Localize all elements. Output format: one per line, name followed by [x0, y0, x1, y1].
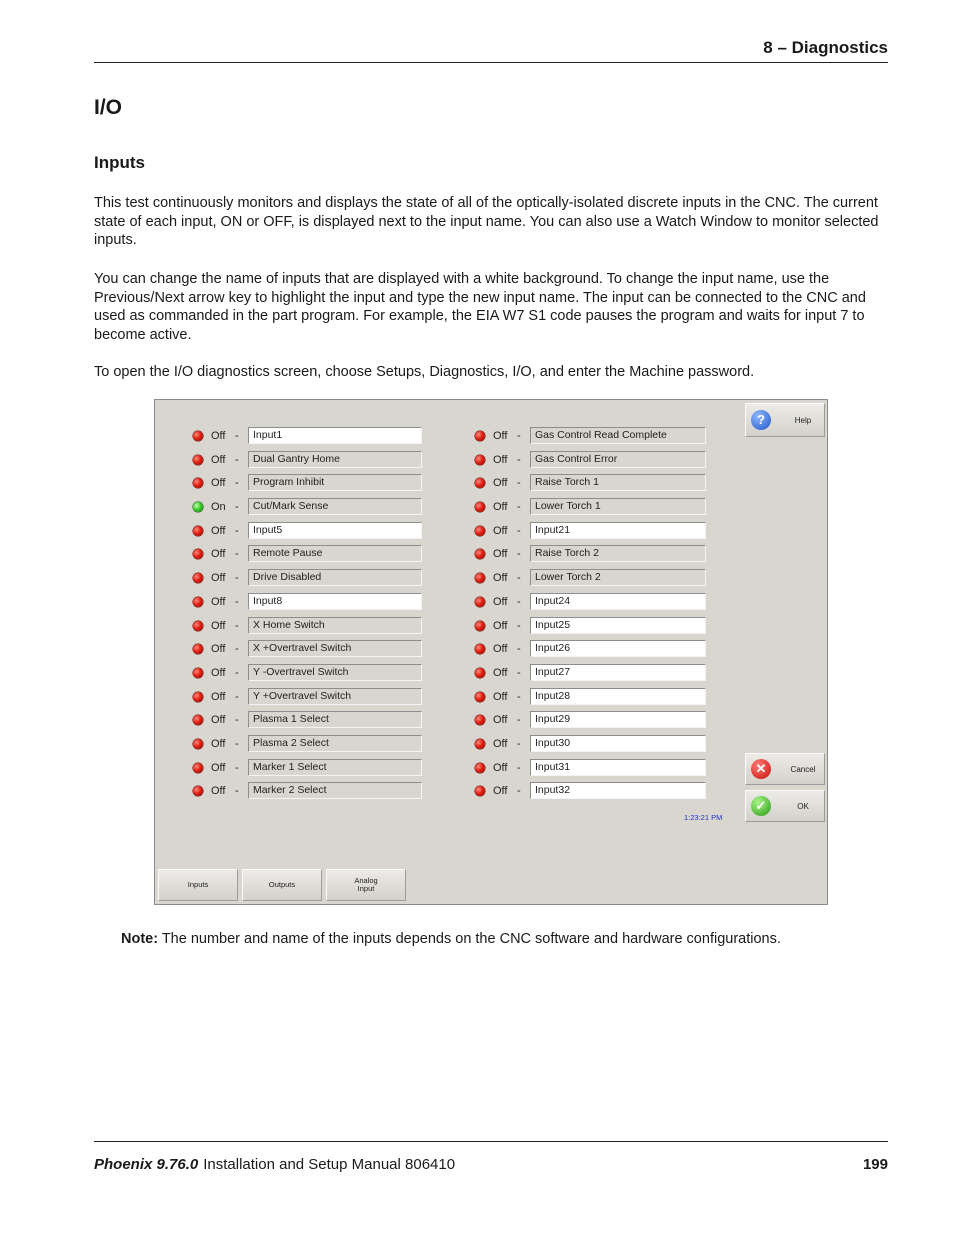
status-led-icon — [475, 431, 485, 441]
separator: - — [235, 643, 239, 656]
input-state: Off — [493, 619, 508, 632]
input-state: Off — [211, 737, 226, 750]
status-led-icon — [475, 739, 485, 749]
paragraph-1: This test continuously monitors and displays the state of all of the optically-isolated discrete inputs in the CNC. The current state of each input, ON or OFF, is displayed next to the input name. You can also use a Watch Window to monitor selected inputs. — [94, 195, 879, 249]
input-state: Off — [211, 643, 226, 656]
status-led-icon — [193, 431, 203, 441]
separator: - — [235, 761, 239, 774]
status-led-icon — [193, 786, 203, 796]
input-state: Off — [493, 430, 508, 442]
paragraph-2: You can change the name of inputs that are displayed with a white background. To change the input name, use the Previous/Next arrow key to highlight the input and type the new input name. The input can be connected to the CNC and used as commanded in the part program. For example, the EIA W7 S1 code pauses the program and waits for input 7 to become active. — [94, 271, 866, 343]
input-state: Off — [211, 548, 226, 561]
input-name-field[interactable]: Input21 — [530, 522, 706, 539]
input-name-field[interactable]: Dual Gantry Home — [248, 451, 422, 468]
note — [121, 931, 781, 947]
separator: - — [235, 477, 239, 490]
tab-inputs[interactable]: Inputs — [158, 869, 238, 901]
input-state: Off — [493, 501, 508, 514]
clock-readout: 1:23:21 PM — [684, 813, 723, 822]
tab-outputs[interactable]: Outputs — [242, 869, 322, 901]
status-led-icon — [193, 715, 203, 725]
status-led-icon — [475, 715, 485, 725]
input-name-field[interactable]: Remote Pause — [248, 545, 422, 562]
separator: - — [517, 643, 521, 656]
input-name-field[interactable]: Input32 — [530, 782, 706, 799]
status-led-icon — [475, 668, 485, 678]
subsection-title: Inputs — [94, 153, 145, 172]
separator: - — [517, 524, 521, 537]
input-name-field[interactable]: Lower Torch 1 — [530, 498, 706, 515]
status-led-icon — [475, 455, 485, 465]
input-state: Off — [493, 548, 508, 561]
cancel-button-label: Cancel — [790, 764, 816, 774]
note-label: Note: — [121, 931, 159, 947]
separator: - — [235, 785, 239, 798]
input-name-field[interactable]: Y -Overtravel Switch — [248, 664, 422, 681]
status-led-icon — [193, 549, 203, 559]
status-led-icon — [475, 478, 485, 488]
status-led-icon — [193, 644, 203, 654]
input-name-field[interactable]: Input26 — [530, 640, 706, 657]
input-name-field[interactable]: Input8 — [248, 593, 422, 610]
section-title: I/O — [94, 96, 123, 119]
input-name-field[interactable]: Cut/Mark Sense — [248, 498, 422, 515]
input-state: Off — [493, 714, 508, 727]
question-icon: ? — [751, 410, 771, 430]
checkmark-icon: ✓ — [751, 796, 771, 816]
input-state: Off — [211, 524, 226, 537]
separator: - — [517, 666, 521, 679]
status-led-icon — [193, 668, 203, 678]
separator: - — [235, 548, 239, 561]
separator: - — [517, 595, 521, 608]
input-state: Off — [493, 477, 508, 490]
input-name-field[interactable]: Input1 — [248, 427, 422, 444]
input-state: Off — [211, 453, 226, 466]
input-name-field[interactable]: X Home Switch — [248, 617, 422, 634]
separator: - — [517, 690, 521, 703]
help-button[interactable] — [745, 403, 825, 437]
separator: - — [517, 453, 521, 466]
input-state: Off — [211, 430, 226, 442]
separator: - — [517, 548, 521, 561]
input-name-field[interactable]: Plasma 1 Select — [248, 711, 422, 728]
footer-product: Phoenix 9.76.0 — [94, 1156, 199, 1173]
page-number: 199 — [862, 1156, 888, 1173]
chapter-header: 8 – Diagnostics — [763, 38, 888, 57]
input-state: Off — [493, 785, 508, 798]
separator: - — [517, 785, 521, 798]
status-led-icon — [193, 621, 203, 631]
status-led-icon — [193, 739, 203, 749]
input-name-field[interactable]: Marker 1 Select — [248, 759, 422, 776]
status-led-icon — [193, 455, 203, 465]
note-text: The number and name of the inputs depends on the CNC software and hardware configurations. — [158, 931, 781, 947]
input-state: Off — [493, 643, 508, 656]
status-led-icon — [475, 549, 485, 559]
io-diagnostics-screen — [154, 399, 828, 905]
input-name-field[interactable]: Gas Control Error — [530, 451, 706, 468]
input-name-field[interactable]: Raise Torch 1 — [530, 474, 706, 491]
input-state: Off — [493, 524, 508, 537]
footer-rule — [94, 1141, 888, 1142]
cancel-button[interactable] — [745, 753, 825, 785]
separator: - — [517, 619, 521, 632]
separator: - — [517, 761, 521, 774]
ok-button-label: OK — [797, 801, 809, 811]
status-led-icon — [193, 526, 203, 536]
tab-analog-input[interactable] — [326, 869, 406, 901]
input-state: Off — [211, 477, 226, 490]
separator: - — [235, 501, 239, 514]
input-state: Off — [211, 690, 226, 703]
tab-analog-label: Analog Input — [354, 876, 378, 893]
input-state: Off — [211, 619, 226, 632]
input-name-field[interactable]: Gas Control Read Complete — [530, 427, 706, 444]
status-led-icon — [475, 644, 485, 654]
status-led-icon — [475, 786, 485, 796]
input-name-field[interactable]: Input28 — [530, 688, 706, 705]
separator: - — [235, 453, 239, 466]
status-led-icon — [475, 692, 485, 702]
input-name-field[interactable]: Lower Torch 2 — [530, 569, 706, 586]
separator: - — [235, 430, 239, 442]
status-led-icon — [193, 573, 203, 583]
status-led-icon — [193, 692, 203, 702]
help-button-label: Help — [794, 415, 812, 425]
status-led-icon — [475, 621, 485, 631]
input-name-field[interactable]: Input30 — [530, 735, 706, 752]
status-led-icon — [475, 597, 485, 607]
separator: - — [517, 572, 521, 585]
separator: - — [517, 501, 521, 514]
status-led-icon — [193, 478, 203, 488]
ok-button[interactable] — [745, 790, 825, 822]
input-name-field[interactable]: Program Inhibit — [248, 474, 422, 491]
paragraph-3: To open the I/O diagnostics screen, choose Setups, Diagnostics, I/O, and enter the Machine password. — [94, 364, 755, 380]
input-state: Off — [493, 737, 508, 750]
input-name-field[interactable]: Input29 — [530, 711, 706, 728]
status-led-icon — [475, 526, 485, 536]
status-led-icon — [193, 597, 203, 607]
input-name-field[interactable]: Raise Torch 2 — [530, 545, 706, 562]
input-state: Off — [493, 572, 508, 585]
status-led-icon — [475, 502, 485, 512]
input-name-field[interactable]: Marker 2 Select — [248, 782, 422, 799]
header-rule — [94, 62, 888, 63]
separator: - — [235, 714, 239, 727]
input-name-field[interactable]: Input24 — [530, 593, 706, 610]
input-name-field[interactable]: Y +Overtravel Switch — [248, 688, 422, 705]
input-name-field[interactable]: X +Overtravel Switch — [248, 640, 422, 657]
status-led-icon — [475, 763, 485, 773]
separator: - — [517, 477, 521, 490]
x-icon: ✕ — [751, 759, 771, 779]
input-name-field[interactable]: Plasma 2 Select — [248, 735, 422, 752]
footer-manual: Installation and Setup Manual 806410 — [203, 1156, 456, 1173]
input-name-field[interactable]: Input31 — [530, 759, 706, 776]
input-state: Off — [211, 595, 226, 608]
status-led-icon — [475, 573, 485, 583]
input-name-field[interactable]: Drive Disabled — [248, 569, 422, 586]
separator: - — [235, 690, 239, 703]
input-state: Off — [493, 761, 508, 774]
input-state: Off — [211, 572, 226, 585]
separator: - — [235, 666, 239, 679]
input-name-field[interactable]: Input27 — [530, 664, 706, 681]
separator: - — [517, 430, 521, 442]
input-state: On — [211, 501, 226, 514]
separator: - — [235, 737, 239, 750]
input-state: Off — [493, 595, 508, 608]
input-state: Off — [493, 666, 508, 679]
input-state: Off — [493, 453, 508, 466]
footer-left — [94, 1156, 455, 1173]
input-state: Off — [211, 785, 226, 798]
separator: - — [235, 572, 239, 585]
input-state: Off — [211, 666, 226, 679]
separator: - — [517, 737, 521, 750]
input-state: Off — [211, 714, 226, 727]
status-led-icon — [193, 502, 203, 512]
status-led-icon — [193, 763, 203, 773]
input-name-field[interactable]: Input5 — [248, 522, 422, 539]
input-state: Off — [211, 761, 226, 774]
separator: - — [235, 595, 239, 608]
separator: - — [517, 714, 521, 727]
separator: - — [235, 619, 239, 632]
input-name-field[interactable]: Input25 — [530, 617, 706, 634]
separator: - — [235, 524, 239, 537]
input-state: Off — [493, 690, 508, 703]
